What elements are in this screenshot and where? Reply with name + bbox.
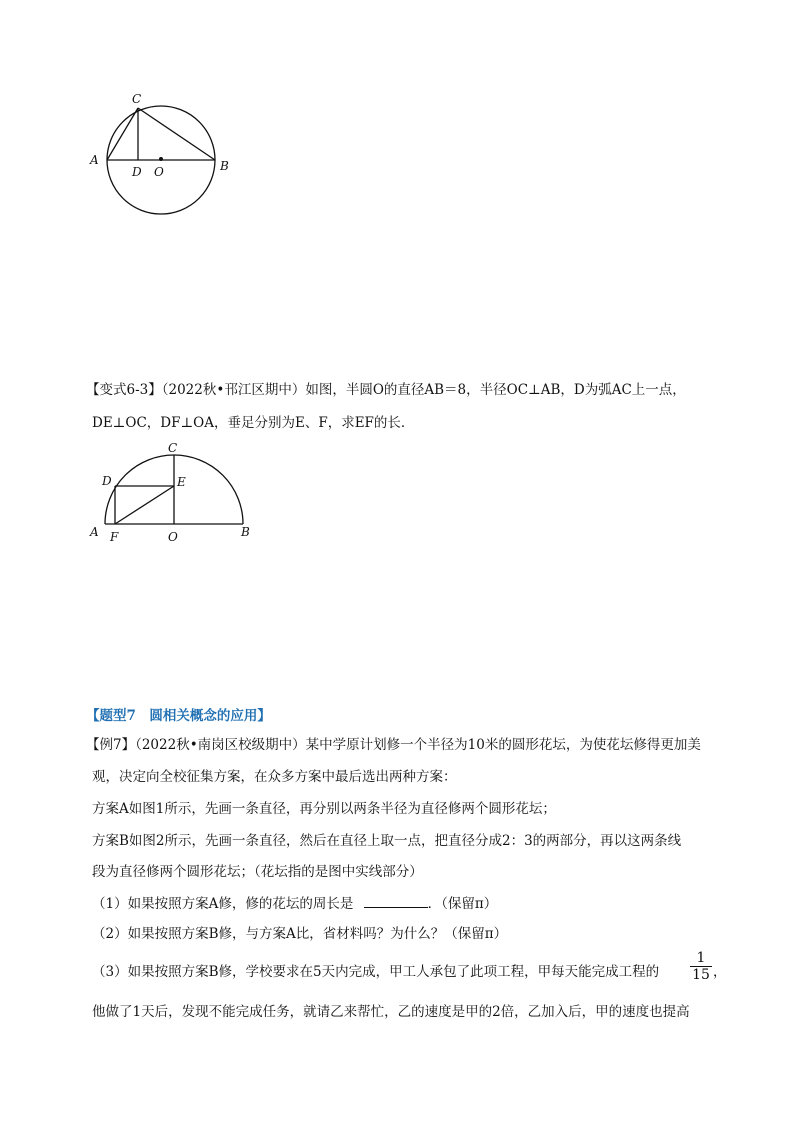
fraction-one-fifteenth bbox=[690, 950, 712, 983]
answer-blank[interactable] bbox=[364, 893, 428, 908]
label-f: F bbox=[110, 530, 119, 544]
label-d: D bbox=[132, 165, 142, 179]
section-title: 【题型7 圆相关概念的应用】 bbox=[86, 708, 271, 724]
fraction-numerator: 1 bbox=[690, 950, 712, 967]
example-tag: 【例7】 bbox=[86, 737, 136, 753]
question-3-line-2: 他做了1天后，发现不能完成任务，就请乙来帮忙，乙的速度是甲的2倍，乙加入后，甲的速度也提高 bbox=[92, 1004, 690, 1020]
label-c: C bbox=[168, 441, 178, 455]
fraction-denominator: 15 bbox=[692, 967, 710, 983]
question-1 bbox=[92, 893, 497, 914]
question-3 bbox=[92, 962, 659, 982]
variant-line-2 bbox=[92, 413, 414, 433]
example-line-4: 方案B如图2所示，先画一条直径，然后在直径上取一点，把直径分成2：3的两部分，再以这两条线 bbox=[92, 833, 682, 849]
example-line-3: 方案A如图1所示，先画一条直径，再分别以两条半径为直径修两个圆形花坛； bbox=[92, 801, 556, 817]
chord-cb bbox=[138, 108, 215, 160]
example-line-5: 段为直径修两个圆形花坛；（花坛指的是图中实线部分） bbox=[92, 864, 423, 880]
question-3-tail: ， bbox=[713, 964, 727, 980]
question-1-text: （1）如果按照方案A修，修的花坛的周长是 bbox=[92, 896, 354, 912]
example-line-2: 观，决定向全校征集方案，在众多方案中最后选出两种方案： bbox=[92, 769, 457, 785]
label-b: B bbox=[241, 525, 250, 539]
question-3-text: （3）如果按照方案B修，学校要求在5天内完成，甲工人承包了此项工程，甲每天能完成工程的 bbox=[92, 964, 660, 980]
variant-text-2: DE⊥OC，DF⊥OA，垂足分别为E、F，求EF的长． bbox=[92, 415, 415, 431]
variant-text-1: （2022秋•邗江区期中）如图，半圆O的直径AB＝8，半径OC⊥AB，D为弧AC上一点， bbox=[161, 382, 686, 398]
label-e: E bbox=[177, 475, 186, 489]
label-o: O bbox=[154, 165, 164, 179]
figure-circle-triangle bbox=[82, 88, 242, 233]
example-text-1: （2022秋•南岗区校级期中）某中学原计划修一个半径为10米的圆形花坛，为使花坛修得更加美 bbox=[135, 737, 701, 753]
label-a: A bbox=[90, 153, 99, 167]
label-b: B bbox=[220, 159, 229, 173]
chord-ac bbox=[107, 108, 138, 160]
center-dot bbox=[159, 157, 163, 161]
example-line-1 bbox=[86, 735, 701, 755]
label-o: O bbox=[168, 530, 178, 544]
question-1-tail: ．（保留π） bbox=[427, 896, 498, 912]
label-c: C bbox=[132, 92, 142, 106]
variant-line-1 bbox=[86, 380, 686, 400]
segment-ef bbox=[115, 486, 174, 524]
label-a: A bbox=[90, 525, 99, 539]
variant-tag: 【变式6-3】 bbox=[86, 382, 162, 398]
question-2: （2）如果按照方案B修，与方案A比，省材料吗？为什么？（保留π） bbox=[92, 926, 508, 942]
label-d: D bbox=[102, 474, 112, 488]
figure-semicircle bbox=[84, 436, 264, 548]
